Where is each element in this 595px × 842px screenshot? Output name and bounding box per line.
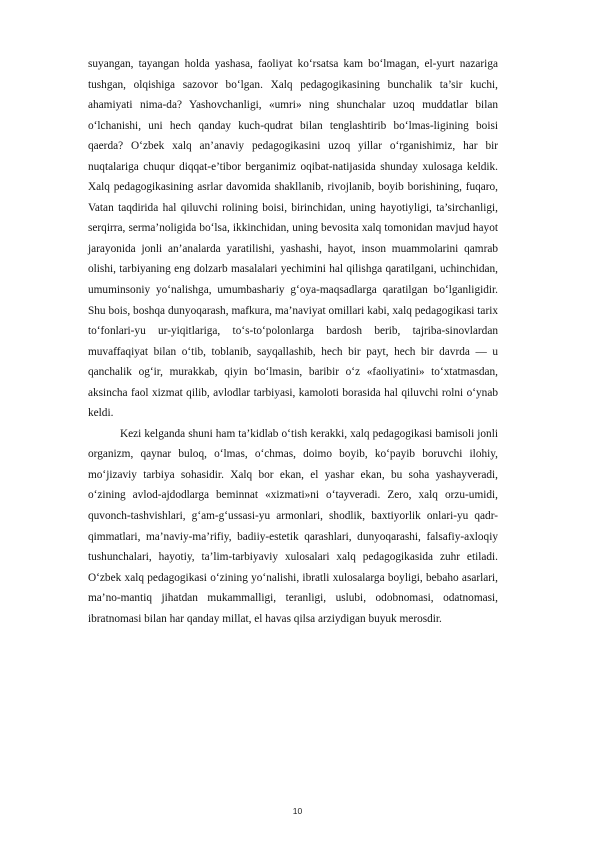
paragraph-continuation: suyangan, tayangan holda yashasa, faoliyat ko‘rsatsa kam bo‘lmagan, el-yurt nazariga tushgan, olqishiga sazovor bo‘lgan. Xalq pedagogikasining bunchalik ta’sir kuchi, ahamiyati nima-da? Yashovchanligi, «umri» ning shunchalar uzoq muddatlar bilan o‘lchanishi, uni hech qanday kuch-qudrat bilan tenglashtirib bo‘lmas-ligining boisi qaerda? O‘zbek xalq an’anaviy pedagogikasini uzoq yillar o‘rganishimiz, har bir nuqtalariga chuqur diqqat-e’tibor berganimiz oqibat-natijasida shunday xulosaga keldik. Xalq pedagogikasining asrlar davomida shakllanib, rivojlanib, boyib borishining, fuqaro, Vatan taqdirida hal qiluvchi rolining boisi, birinchidan, uning hayotiyligi, ta’sirchanligi, serqirra, serma’noligida bo‘lsa, ikkinchidan, uning bevosita xalq tomonidan mavjud hayot jarayonida jonli an’analarda yaratilishi, yashashi, hayot, inson muammolarini qamrab olishi, tarbiyaning eng dolzarb masalalari yechimini hal qilishga qaratilgani, uchinchidan, umuminsoniy yo‘nalishga, umumbashariy g‘oya-maqsadlarga qaratilgan bo‘lganligidir. Shu bois, boshqa dunyoqarash, mafkura, ma’naviyat omillari kabi, xalq pedagogikasi tarix to‘fonlari-yu ur-yiqitlariga, to‘s-to‘polonlarga bardosh berib, tajriba-sinovlardan muvaffaqiyat bilan o‘tib, toblanib, sayqallashib, hech bir payt, hech bir davrda — u qanchalik og‘ir, murakkab, qiyin bo‘lmasin, baribir o‘z «faoliyatini» to‘xtatmasdan, aksincha faol xizmat qilib, avlodlar tarbiyasi, kamoloti borasida hal qiluvchi rolni o‘ynab keldi. — [88, 58, 498, 420]
body-text — [88, 54, 498, 629]
page-number: 10 — [292, 806, 303, 816]
paragraph: Kezi kelganda shuni ham ta’kidlab o‘tish kerakki, xalq pedagogikasi bamisoli jonli organizm, qaynar buloq, o‘lmas, o‘chmas, doimo boyib, ko‘payib boruvchi ilohiy, mo‘jizaviy tarbiya sohasidir. Xalq bor ekan, el yashar ekan, bu soha yashayveradi, o‘zining avlod-ajdodlarga beminnat «xizmati»ni o‘tayveradi. Zero, xalq orzu-umidi, quvonch-tashvishlari, g‘am-g‘ussasi-yu armonlari, shodlik, baxtiyorlik onlari-yu qadr-qimmatlari, ma’naviy-ma’rifiy, badiiy-estetik qarashlari, dunyoqarashi, falsafiy-axloqiy tushunchalari, hayotiy, ta’lim-tarbiyaviy xulosalari xalq pedagogikasida zuhr etiladi. O‘zbek xalq pedagogikasi o‘zining yo‘nalishi, ibratli xulosalarga boyligi, bebaho asarlari, ma’no-mantiq jihatdan mukammalligi, teranligi, uslubi, odobnomasi, odatnomasi, ibratnomasi bilan har qanday millat, el havas qilsa arziydigan buyuk merosdir. — [88, 427, 498, 625]
